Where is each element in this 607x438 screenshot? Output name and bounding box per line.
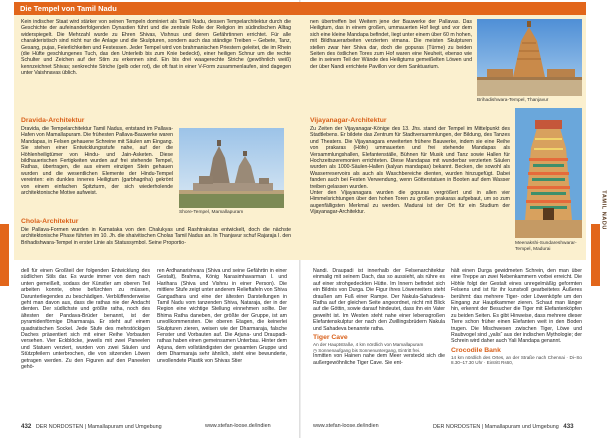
body-column-3-text: Nandi. Draupadi ist innerhalb der Felsenarchitektur einmalig mit seinem Dach, das so aussieht, als rühre es auf einer strohgedeckten Hütte. Im Innern befindet sich ein Bildnis von Durga. Die Figur ihres Löwenreiters steht draußen am Fuß einer Rampe. Der Nakula-Sahadeva-Ratha auf der gleichen Seite angeordnet, nicht mit Blick auf die Göttin, sowie darauf hindeutet, dass ihn ein Vater geweiht ist. Im Westen steht nahe einer lebensgroßen Elefantenskulptur der nach den Zwillingsbrüdern Nakula und Sahadeva benannte ratha. <box>313 268 445 332</box>
box-title: Die Tempel von Tamil Nadu <box>20 4 117 13</box>
crocodile-bank-heading: Crocodile Bank <box>451 346 501 354</box>
shore-temple-photo <box>179 128 284 208</box>
vijayanagar-section <box>310 114 510 216</box>
shore-temple-caption: Shore-Tempel, Mamallapuram <box>179 210 244 215</box>
left-footer-section: DER NORDOSTEN <box>35 424 84 430</box>
chola-section <box>21 215 291 246</box>
left-page-number: 432 <box>21 423 32 430</box>
meenakshi-caption: Meenakshi-Sundareshwarar-Tempel, Madurai <box>515 241 577 252</box>
right-page-footer: DER NORDOSTEN | Mamallapuram und Umgebung 433 <box>433 423 574 430</box>
dravida-heading: Dravida-Architektur <box>21 117 85 124</box>
body-column-1-text: dell für einen Großteil der folgenden Entwicklung des südlichen Stils dar. Es wurde immer von dem nach unten gemeißelt, sodass der Künstler am oberen Teil arbeiten konnte, ohne befürchten zu müssen, Darunterliegendes zu beschädigen. Verblüffenderweise geht man davon aus, dass die rathas nie der Andacht dienten. Der südlichste und größte ratha, noch des ältesten der Pandava-Brüder benannt, ist der pyramidenförmige Dharmaraja. Er steht auf einem quadratischen Sockel. Jede Stufe des mehrstöckigen Daches präsentiert sich mit einer Reihe Vorbauten versehen. Vier Eckblöcke, jeweils mit zwei Paneelen und Statuen verziert, wurden von zwei Säulen und Stützpfeilern unterbrochen, die von sitzenden Löwen getragen werden. Zu den Figuren auf den Paneelen gehö- <box>21 268 150 371</box>
dravida-paragraph: Dravida, die Tempelarchitektur Tamil Nadus, entstand im Pallava-Hafen von Mamallapuram. Die frühesten Pallava-Bauwerke waren Mandapas, in Felsen gehauene Schreine mit Säulen am Eingang. Sie stehen einer Entwicklungsstufe nahe, auf der die Höhlenheiligtümer von Hindu- und Jain-Asketen. Diese bildhauerischen Fertigkeiten wurden auf frei stehende Tempel, Rathas, übertragen, die aus einem einzigen Stein gehauen wurden und die wesentlichen Elemente der Hindu-Tempel vereinten: ein dunkles inneres Heiligtum (garbhagriha) gekrönt von einem einfachen Spitzturm, der sich wiederholende architektonische Motive aufweist. <box>21 126 173 197</box>
body-column-3 <box>313 268 445 366</box>
tiger-cave-location: An der Hauptstraße, 4 km nördlich von Mamallapuram <box>313 342 424 348</box>
brihadishwara-photo <box>477 19 582 96</box>
chola-heading: Chola-Architektur <box>21 218 79 225</box>
meenakshi-temple-illustration <box>515 108 582 238</box>
chola-continuation-paragraph: nen übertreffen bei Weitem jene der Bauwerke der Pallavas. Das Heiligtum, das in einem großen, ummauerten Hof liegt und vor dem sich eine kleine Mandapa befindet, liegt unter einem über 60 m hohen, mit Bildhauerarbeiten verzierten vimana. Die meisten Skulpturen stellen zwar hier Shiva dar, doch die gopuras (Türme) zu beiden Seiten des östlichen Tores zum Hof waren eine Neuheit, ebenso wie die in seinem Teil der Wände des Heiligtums gemeißelten Löwen und der über Nandi errichtete Pavillon vor dem Sanktuarium. <box>310 19 472 70</box>
body-column-4-text: hält einen Durga gewidmeten Schrein, den man über eine Treppe an zwei Nebenkammern vorbei erreicht. Die Höhle folgt der Gestalt eines unregelmäßig geformten Felsens und ist für ihr kunstvoll gearbeitetes Äußeres berühmt: das mehrere Tiger- oder Löwenköpfe um den Eingang zur Hauptkammer zieren. Schaut man länger hin, erkennt der Besucher die Tiger mit Elefantenköpfen zu beiden Seiten. Es gibt Hinweise, dass mehrere dieser Tiere schon früher einen Elefanten weit in den Boden trugen. Die Mischwesen zwischen Tiger, Löwe und Raubvogel sind „yalis“ aus der indischen Mythologie; der Schrein wird daher auch Yali Mandapa genannt. <box>451 268 582 345</box>
body-column-2-text: ren Ardhanarishvara (Shiva und seine Gefährtin in einer Gestalt), Brahma, König Narasimhavarman I. und Harihara (Shiva und Vishnu in einer Person). Die mittlere Stufe zeigt unter anderem Relieftafeln von Shiva Gangadhara und eine der ältesten Darstellungen in Tamil Nadu vom tanzenden Shiva, Nataraja, der in der Region eine wichtige Stellung einnehmen sollte. Der Bhima Ratha daneben, der größte der Gruppe, ist am unvollkommensten. Die oberen Etagen, die keinerlei Skulpturen zieren, weisen wie der Dharmaraja, falsche Fenster und Vorbauten auf. Die Arjuna- und Draupadi-rathas haben einen gemeinsamen Unterbau. Hinter dem Arjuna, dem vollständigsten der gesamten Gruppe und dem Dharmaraja sehr ähnlich, steht eine bewunderte, unvollendete Plastik von Shivas Stier <box>157 268 287 364</box>
right-side-tab <box>591 224 600 286</box>
body-column-4 <box>451 268 582 366</box>
tiger-cave-heading: Tiger Cave <box>313 334 348 342</box>
clock-icon: ◷ <box>313 347 319 353</box>
body-column-2 <box>157 268 287 364</box>
brihadishwara-illustration <box>477 19 582 96</box>
box-intro-column <box>21 19 291 77</box>
box-header-bar <box>14 2 586 15</box>
box-chola-continuation <box>310 19 472 70</box>
right-footer-url: www.stefan-loose.de/indien <box>313 423 379 429</box>
vijayanagar-heading: Vijayanagar-Architektur <box>310 117 387 124</box>
dravida-section <box>21 114 173 196</box>
right-side-label: TAMIL NADU <box>601 190 607 230</box>
vijayanagar-paragraph: Zu Zeiten der Vijayanagar-Könige des 13. Jhs. stand der Tempel im Mittelpunkt des Stadtlebens. Er bildete das Zentrum für Stadtversammlungen, der Bildung, des Tanzes und Theaters. Die Vijayanagara erweiterten frühere Bauwerke, indem sie eine Reihe von prakaras (Höfe) ummauerten und frei stehende Mandapas als Versammlungshallen, Elefantenställe, Bühnen für Musik und Tanz sowie Hallen für Hochzeitszeremonien errichteten. Diese Mandapas mit wunderbar verzierten Säulen wurden als 1000-Säulen-Hallen (kalyan mandapas) bekannt. Becken, die sowohl als Wasserreservoirs als auch als Waschbereiche dienten, wurden hinzugefügt. Dabei fanden auch bei Festen Verwendung, wenn Götterstatuen in Booten auf dem Wasser treiben gelassen wurden. <box>310 126 510 190</box>
temple-info-box <box>14 2 586 260</box>
left-footer-place: Mamallapuram und Umgebung <box>87 424 162 430</box>
left-side-tab <box>0 224 9 286</box>
right-footer-section: DER NORDOSTEN <box>433 424 481 430</box>
tiger-cave-hours-text: Sonnenaufgang bis Sonnenuntergang, Eintritt frei. <box>318 347 421 353</box>
shore-temple-illustration <box>179 128 284 208</box>
crocodile-bank-info: 14 km nördlich des Ortes, an der Straße nach Chennai · Di–So 8.30–17.30 Uhr · Eintritt Rs60, <box>451 354 582 366</box>
chola-paragraph: Die Pallava-Formen wurden in Karnataka von den Chalukyas und Rashtrakutas entwickelt, doch die nächste architektonische Phase führten im 10. Jh. die shaivitischen Cholas Tamil Nadus an. In Thanjavur schuf Rajaraja I. den Brihadishwara-Tempel in erster Linie als Statussymbol. Seine Proportio- <box>21 227 291 246</box>
body-column-1 <box>21 268 150 371</box>
tiger-cave-paragraph: Inmitten von Hainen nahe dem Meer versteckt sich die außergewöhnliche Tiger Cave. Sie ent- <box>313 353 445 366</box>
box-intro-paragraph: Kein indischer Staat wird stärker von seinen Tempeln dominiert als Tamil Nadu, dessen Tempelarchitektur durch die Geschichte der aufeinanderfolgenden Dynastien führt und die zentrale Rolle der Religion im südindischen Alltag widerspiegelt. Die Mehrzahl wurde zu Ehren Shivas, Vishnus und deren Gefährtinnen errichtet. Für alle charakteristisch sind nicht nur die Anlage und die Skulpturen, sondern auch das ständige Treiben – Gebete, Tanz, Gesang, pujas, Feierlichkeiten und Festessen. Jeder Tempel wird von brahmanischen Priestern geleitet, die im Rhein (die Hüfte geschlungenes Tuch, das den Unterleib bis zum Knie bedeckt), einer heiligen Schnur um die rechte Schulter und Zeichen auf der Stirn zu erkennen sind. Ein bis drei waagerechte Striche (gewöhnlich weiß) kennzeichnet Shivas; senkrechte Striche (gelb oder rot), die oft fast in einer V-Form zusammenlaufen, sind dagegen unter Vaishnavas üblich. <box>21 19 291 77</box>
right-footer-place: Mamallapuram und Umgebung <box>484 424 559 430</box>
meenakshi-temple-photo <box>515 108 582 238</box>
brihadishwara-caption: Brihadishwara-Tempel, Thanjavur <box>477 98 549 103</box>
left-page-footer: 432 DER NORDOSTEN | Mamallapuram und Umgebung <box>21 423 162 430</box>
vijayanagar-paragraph-2: Unter den Vijayanagara wurden die gopuras vergrößert und in allen vier Himmelsrichtungen über den hohen Toren zu großen prakaras aufgebaut, um so zum augenfälligsten Merkmal zu werden. Madurai ist der Ort für ein Studium der Vijayanagar-Architektur. <box>310 190 510 216</box>
right-page-number: 433 <box>563 423 574 430</box>
left-footer-url: www.stefan-loose.de/indien <box>205 423 271 429</box>
